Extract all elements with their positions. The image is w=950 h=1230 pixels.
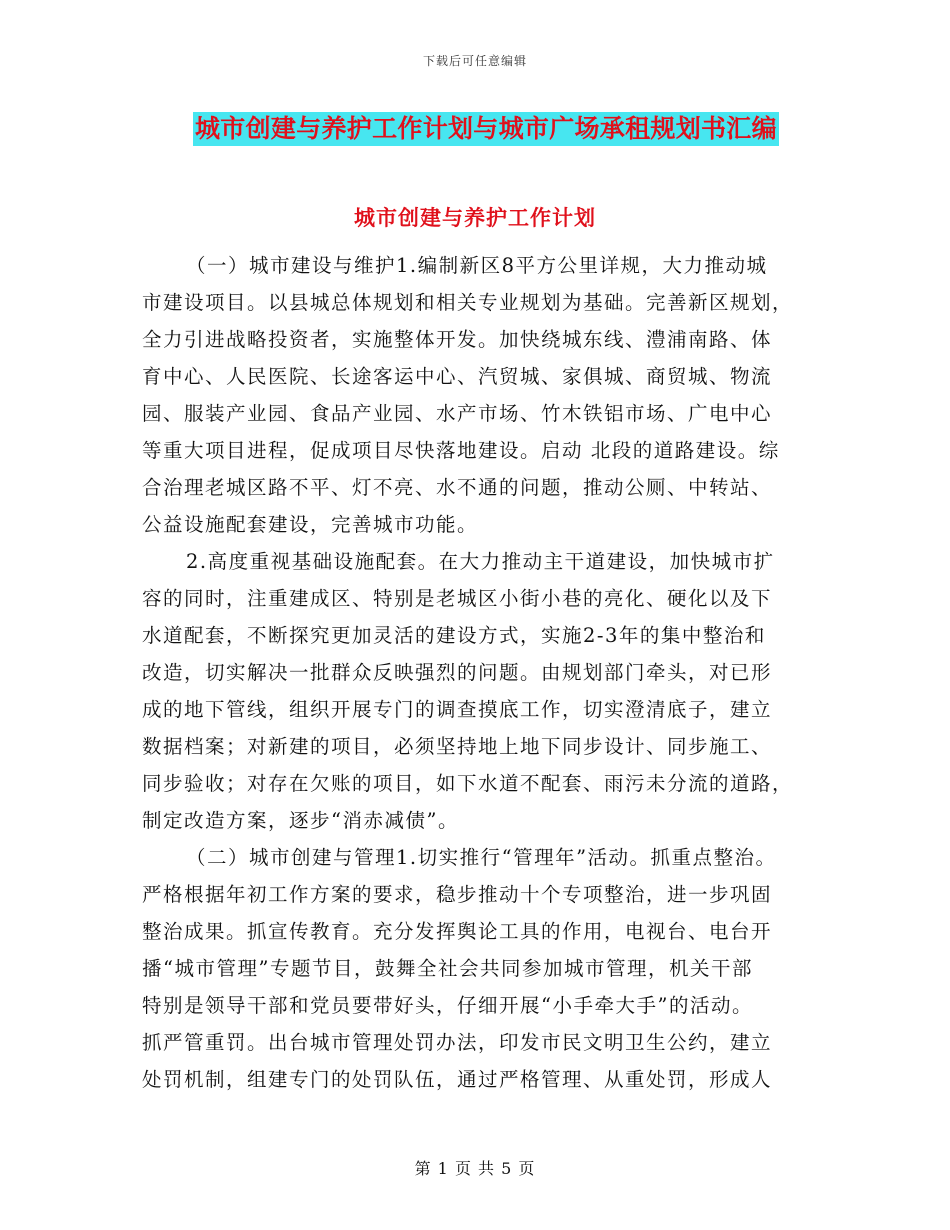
text-line: 抓严管重罚。出台城市管理处罚办法，印发市民文明卫生公约，建立 [142,1031,773,1054]
text-line: （二）城市创建与管理1.切实推行“管理年”活动。抓重点整治。 [186,846,777,869]
text-line: 园、服装产业园、食品产业园、水产市场、竹木铁铝市场、广电中心 [142,402,773,425]
text-line: 同步验收；对存在欠账的项目，如下水道不配套、雨污未分流的道路， [142,772,794,795]
text-line: 合治理老城区路不平、灯不亮、水不通的问题，推动公厕、中转站、 [142,476,773,499]
text-line: 市建设项目。以县城总体规划和相关专业规划为基础。完善新区规划， [142,291,794,314]
text-line: 容的同时，注重建成区、特别是老城区小街小巷的亮化、硬化以及下 [142,587,773,610]
text-line: 严格根据年初工作方案的要求，稳步推动十个专项整治，进一步巩固 [142,883,773,906]
text-line: 特别是领导干部和党员要带好头，仔细开展“小手牵大手”的活动。 [142,994,753,1017]
text-line: 水道配套，不断探究更加灵活的建设方式，实施2-3年的集中整治和 [142,624,766,647]
text-line: 处罚机制，组建专门的处罚队伍，通过严格管理、从重处罚，形成人 [142,1068,773,1091]
text-line: 全力引进战略投资者，实施整体开发。加快绕城东线、澧浦南路、体 [142,328,773,351]
text-line: 等重大项目进程，促成项目尽快落地建设。启动 北段的道路建设。综 [142,439,780,462]
text-line: 公益设施配套建设，完善城市功能。 [142,513,479,536]
text-line: 整治成果。抓宣传教育。充分发挥舆论工具的作用，电视台、电台开 [142,920,773,943]
main-title: 城市创建与养护工作计划与城市广场承租规划书汇编 [193,112,779,146]
text-line: 育中心、人民医院、长途客运中心、汽贸城、家俱城、商贸城、物流 [142,365,773,388]
text-line: 数据档案；对新建的项目，必须坚持地上地下同步设计、同步施工、 [142,735,773,758]
main-title-container [193,112,779,146]
text-line: 制定改造方案，逐步“消赤减债”。 [142,809,459,832]
text-line: 播“城市管理”专题节目，鼓舞全社会共同参加城市管理，机关干部 [142,957,753,980]
section-title: 城市创建与养护工作计划 [354,205,596,230]
text-line: （一）城市建设与维护1.编制新区8平方公里详规，大力推动城 [186,254,768,277]
text-line: 2.高度重视基础设施配套。在大力推动主干道建设，加快城市扩 [186,550,775,573]
page-number: 第 1 页 共 5 页 [414,1159,536,1178]
text-line: 成的地下管线，组织开展专门的调查摸底工作，切实澄清底子，建立 [142,698,773,721]
text-line: 改造，切实解决一批群众反映强烈的问题。由规划部门牵头，对已形 [142,661,773,684]
header-note: 下载后可任意编辑 [422,54,527,68]
